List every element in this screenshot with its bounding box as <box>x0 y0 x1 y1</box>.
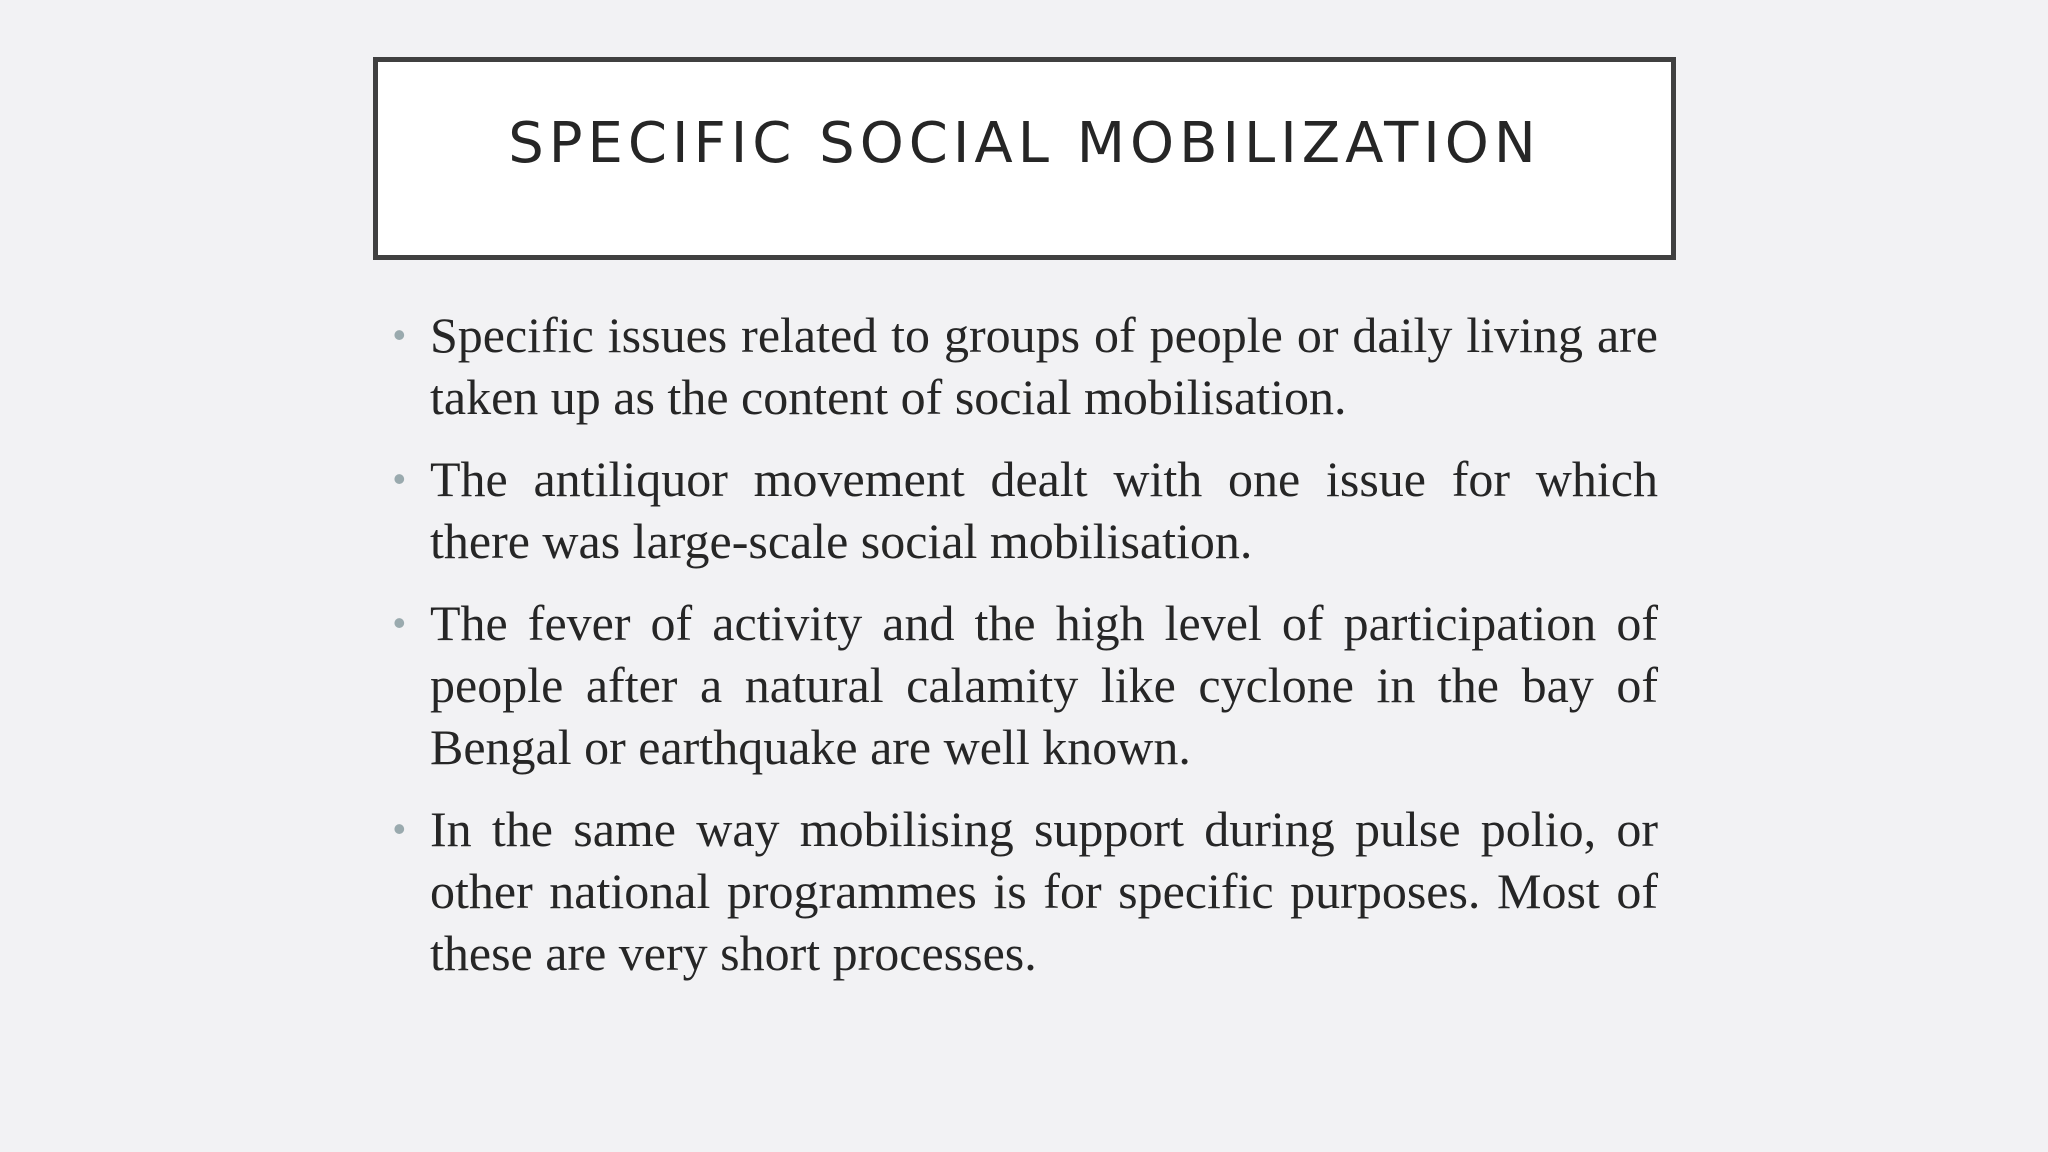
bullet-dot-icon: • <box>393 602 406 643</box>
bullet-list <box>388 304 1658 1004</box>
bullet-item <box>388 592 1658 778</box>
bullet-text: In the same way mobilising support during pulse polio, or other national programmes is for specific purposes. Most of these are very short processes. <box>430 801 1658 981</box>
bullet-dot-icon: • <box>393 314 406 355</box>
bullet-text: The antiliquor movement dealt with one issue for which there was large-scale social mobilisation. <box>430 451 1658 569</box>
slide-title: SPECIFIC SOCIAL MOBILIZATION <box>508 111 1541 176</box>
bullet-dot-icon: • <box>393 808 406 849</box>
bullet-item <box>388 448 1658 572</box>
bullet-item <box>388 798 1658 984</box>
bullet-dot-icon: • <box>393 458 406 499</box>
title-box <box>373 57 1676 260</box>
bullet-text: Specific issues related to groups of people or daily living are taken up as the content of social mobilisation. <box>430 307 1658 425</box>
bullet-text: The fever of activity and the high level of participation of people after a natural calamity like cyclone in the bay of Bengal or earthquake are well known. <box>430 595 1658 775</box>
bullet-item <box>388 304 1658 428</box>
